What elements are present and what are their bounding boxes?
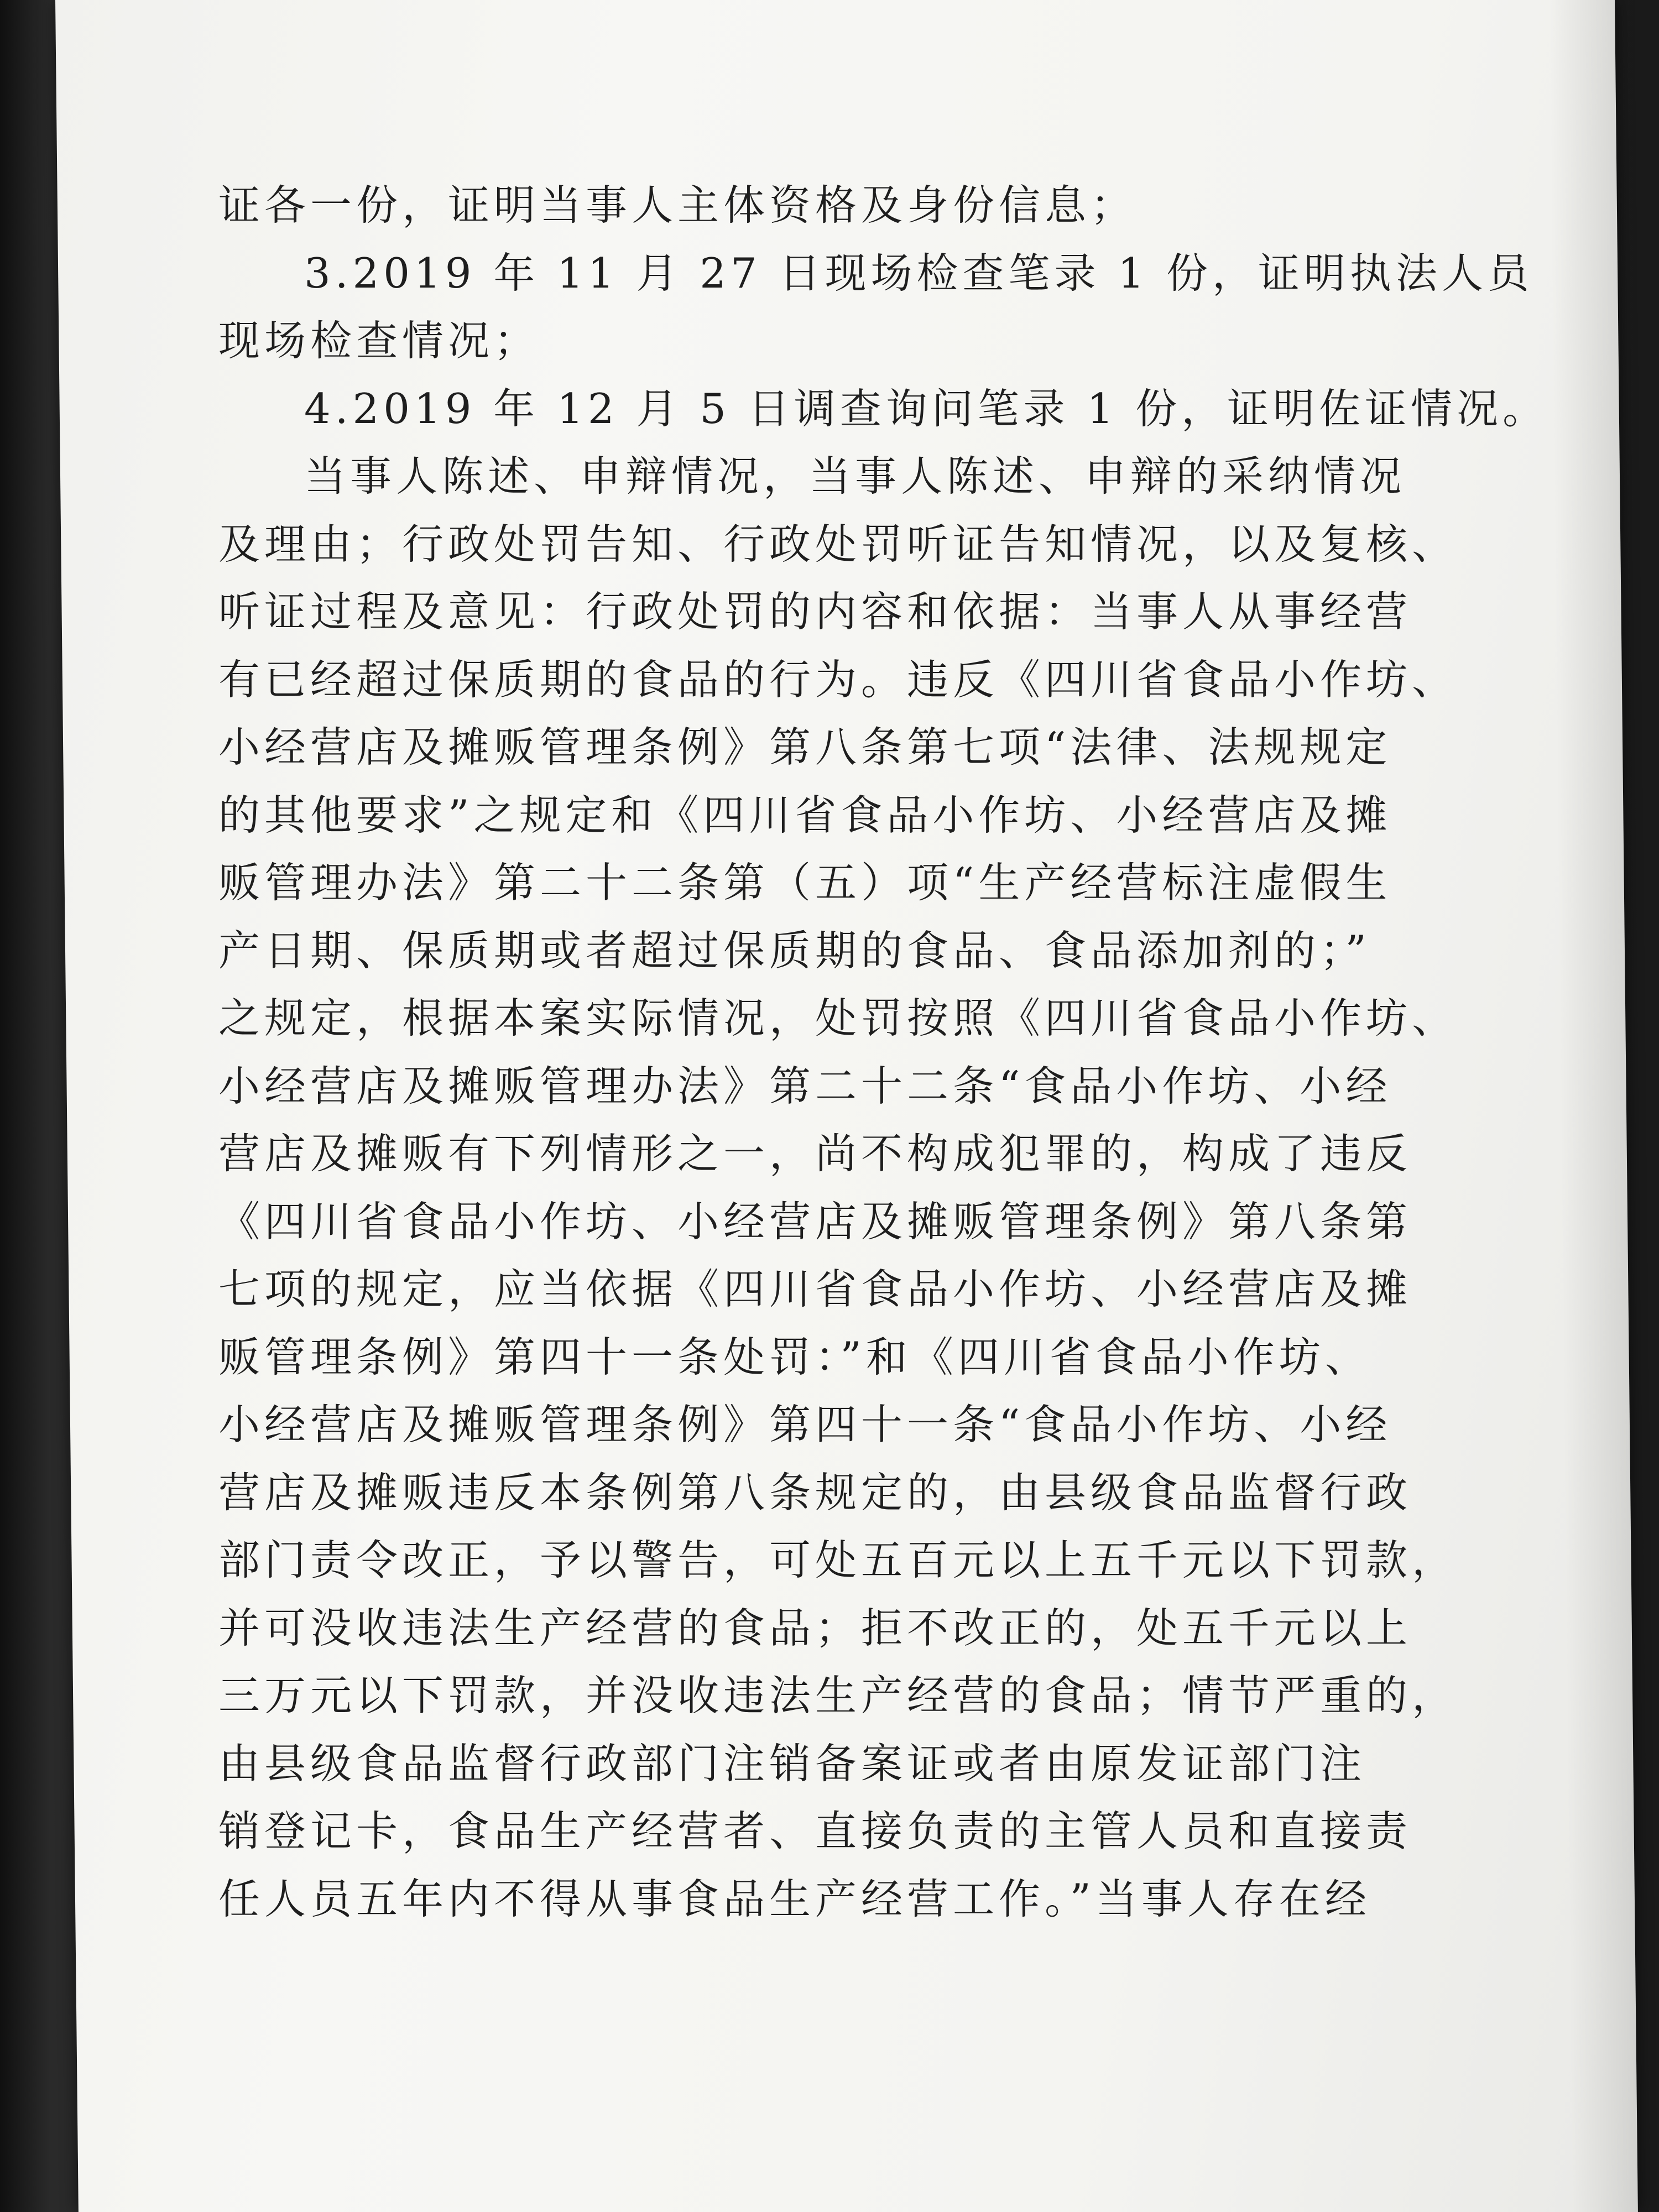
document-line: 营店及摊贩违反本条例第八条规定的，由县级食品监督行政 [218, 1468, 1412, 1517]
document-line: 3.2019 年 11 月 27 日现场检查笔录 1 份，证明执法人员 [304, 248, 1533, 298]
document-line: 贩管理办法》第二十二条第（五）项“生产经营标注虚假生 [218, 858, 1392, 907]
document-line: 营店及摊贩有下列情形之一，尚不构成犯罪的，构成了违反 [218, 1129, 1412, 1178]
document-line: 部门责令改正，予以警告，可处五百元以上五千元以下罚款， [218, 1536, 1458, 1584]
document-line: 现场检查情况； [218, 316, 540, 365]
document-line: 七项的规定，应当依据《四川省食品小作坊、小经营店及摊 [218, 1265, 1412, 1313]
document-line: 销登记卡，食品生产经营者、直接负责的主管人员和直接责 [218, 1807, 1412, 1855]
document-line: 由县级食品监督行政部门注销备案证或者由原发证部门注 [218, 1739, 1366, 1788]
document-line: 小经营店及摊贩管理条例》第四十一条“食品小作坊、小经 [218, 1400, 1392, 1449]
document-line: 小经营店及摊贩管理条例》第八条第七项“法律、法规规定 [218, 723, 1392, 771]
document-line: 产日期、保质期或者超过保质期的食品、食品添加剂的；” [218, 926, 1371, 975]
document-line: 任人员五年内不得从事食品生产经营工作。”当事人存在经 [218, 1874, 1371, 1923]
document-body [218, 171, 1549, 1933]
document-line: 4.2019 年 12 月 5 日调查询问笔录 1 份，证明佐证情况。 [304, 384, 1549, 433]
document-line: 及理由；行政处罚告知、行政处罚听证告知情况，以及复核、 [218, 519, 1458, 568]
document-line: 之规定，根据本案实际情况，处罚按照《四川省食品小作坊、 [218, 994, 1458, 1042]
document-line: 的其他要求”之规定和《四川省食品小作坊、小经营店及摊 [218, 790, 1392, 839]
document-line: 当事人陈述、申辩情况，当事人陈述、申辩的采纳情况 [304, 452, 1406, 500]
document-line: 并可没收违法生产经营的食品；拒不改正的，处五千元以上 [218, 1603, 1412, 1652]
document-line: 小经营店及摊贩管理办法》第二十二条“食品小作坊、小经 [218, 1061, 1392, 1110]
document-line: 三万元以下罚款，并没收违法生产经营的食品；情节严重的， [218, 1671, 1458, 1720]
document-line: 《四川省食品小作坊、小经营店及摊贩管理条例》第八条第 [218, 1197, 1412, 1246]
document-line: 证各一份，证明当事人主体资格及身份信息； [218, 181, 1137, 229]
document-line: 贩管理条例》第四十一条处罚：”和《四川省食品小作坊、 [218, 1332, 1371, 1381]
document-line: 听证过程及意见：行政处罚的内容和依据：当事人从事经营 [218, 587, 1412, 636]
document-line: 有已经超过保质期的食品的行为。违反《四川省食品小作坊、 [218, 655, 1458, 704]
